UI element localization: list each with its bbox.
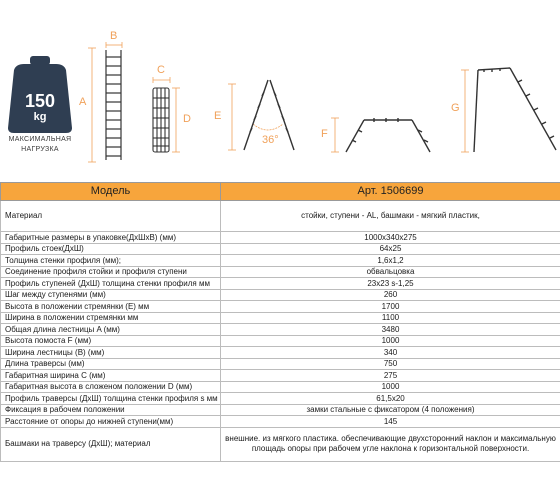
row-label: Габаритные размеры в упаковке(ДхШхВ) (мм)	[1, 232, 221, 244]
max-load-value: 150	[24, 91, 56, 111]
row-label: Профиль стоек(ДхШ)	[1, 243, 221, 255]
row-label: Профиль траверсы (ДхШ) толщина стенки профиля s мм	[1, 393, 221, 405]
row-label: Толщина стенки профиля (мм);	[1, 255, 221, 267]
table-row	[1, 358, 560, 370]
row-value: 1000x340x275	[221, 232, 560, 244]
dim-label-b: B	[110, 30, 118, 42]
table-row	[1, 301, 560, 313]
header-article: Арт. 1506699	[221, 183, 560, 201]
max-load-unit: kg	[33, 111, 47, 123]
max-load-caption-line2: НАГРУЗКА	[21, 146, 59, 153]
row-label: Высота помоста F (мм)	[1, 335, 221, 347]
table-row	[1, 370, 560, 382]
row-label: Материал	[1, 201, 221, 232]
row-value: 3480	[221, 324, 560, 336]
table-row	[1, 278, 560, 290]
row-label: Фиксация в рабочем положении	[1, 404, 221, 416]
table-row	[1, 393, 560, 405]
row-label: Общая длина лестницы A (мм)	[1, 324, 221, 336]
table-row	[1, 266, 560, 278]
dim-label-a: A	[79, 96, 87, 108]
table-row	[1, 289, 560, 301]
row-value: 23x23 s-1,25	[221, 278, 560, 290]
straight-ladder	[106, 50, 121, 160]
table-row	[1, 404, 560, 416]
table-header-row	[1, 183, 560, 201]
dim-label-g: G	[451, 102, 460, 114]
row-label: Высота в положении стремянки (Е) мм	[1, 301, 221, 313]
table-row	[1, 347, 560, 359]
row-value: 750	[221, 358, 560, 370]
row-value: 61,5x20	[221, 393, 560, 405]
ladder-diagrams	[0, 0, 560, 182]
row-label: Шаг между ступенями (мм)	[1, 289, 221, 301]
table-row	[1, 201, 560, 232]
row-value: 145	[221, 416, 560, 428]
row-value: стойки, ступени - AL, башмаки - мягкий пластик,	[221, 201, 560, 232]
row-label: Ширина в положении стремянки мм	[1, 312, 221, 324]
row-label: Длина траверсы (мм)	[1, 358, 221, 370]
dim-label-d: D	[183, 113, 191, 125]
specifications-body	[1, 183, 560, 462]
header-model: Модель	[1, 183, 221, 201]
row-label: Соединение профиля стойки и профиля ступени	[1, 266, 221, 278]
max-load-caption-line1: МАКСИМАЛЬНАЯ	[8, 136, 72, 143]
specifications-table	[0, 182, 560, 462]
max-load-caption	[0, 135, 80, 155]
angle-label: 36°	[262, 134, 279, 146]
row-value: 340	[221, 347, 560, 359]
row-label: Ширина лестницы (В) (мм)	[1, 347, 221, 359]
row-value: 275	[221, 370, 560, 382]
row-value: 1100	[221, 312, 560, 324]
table-row	[1, 416, 560, 428]
row-value: 64x25	[221, 243, 560, 255]
table-row	[1, 243, 560, 255]
table-row	[1, 335, 560, 347]
table-row	[1, 381, 560, 393]
row-label: Профиль ступеней (ДхШ) толщина стенки профиля мм	[1, 278, 221, 290]
row-value: внешние. из мягкого пластика. обеспечивающие двухсторонний наклон и максимальную площадь опоры при рабочем угле наклона к горизонтальной поверхности.	[221, 427, 560, 461]
product-illustrations	[0, 0, 560, 182]
dim-label-e: E	[214, 110, 222, 122]
folded-ladder	[153, 88, 169, 152]
table-row	[1, 312, 560, 324]
table-row	[1, 232, 560, 244]
platform-position	[346, 118, 430, 152]
row-value: замки стальные с фиксатором (4 положения)	[221, 404, 560, 416]
row-value: 260	[221, 289, 560, 301]
table-row	[1, 255, 560, 267]
dim-label-c: C	[157, 64, 165, 76]
row-value: обвальцовка	[221, 266, 560, 278]
table-row	[1, 427, 560, 461]
row-value: 1,6x1,2	[221, 255, 560, 267]
dim-label-f: F	[321, 128, 328, 140]
row-label: Габаритная высота в сложеном положении D (мм)	[1, 381, 221, 393]
row-label: Габаритная ширина C (мм)	[1, 370, 221, 382]
row-label: Расстояние от опоры до нижней ступени(мм)	[1, 416, 221, 428]
table-row	[1, 324, 560, 336]
row-value: 1000	[221, 381, 560, 393]
row-label: Башмаки на траверсу (ДхШ); материал	[1, 427, 221, 461]
row-value: 1000	[221, 335, 560, 347]
row-value: 1700	[221, 301, 560, 313]
extended-position	[474, 68, 556, 152]
